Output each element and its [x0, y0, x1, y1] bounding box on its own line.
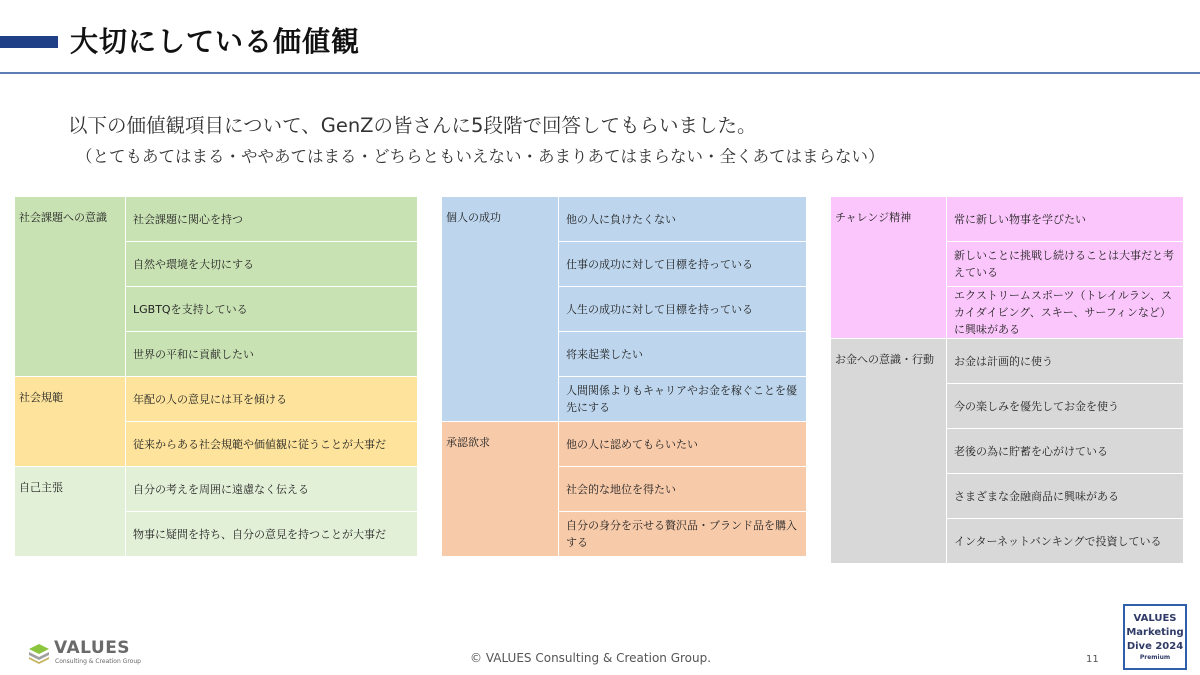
badge-sub: Premium [1139, 654, 1171, 661]
badge-line: VALUES [1133, 613, 1177, 624]
value-item: 社会的な地位を得たい [559, 467, 807, 512]
logo-icon [28, 642, 50, 664]
title-accent-bar [0, 36, 58, 48]
badge-line: Dive 2024 [1126, 641, 1184, 652]
value-item: 物事に疑問を持ち、自分の意見を持つことが大事だ [126, 512, 418, 557]
logo-wordmark: VALUES [54, 638, 131, 658]
value-item: 他の人に負けたくない [559, 197, 807, 242]
category-cell: チャレンジ精神 [831, 197, 947, 339]
value-item: さまざまな金融商品に興味がある [947, 474, 1184, 519]
category-cell: 承認欲求 [442, 422, 559, 557]
title-bar [0, 22, 1200, 74]
value-item: 将来起業したい [559, 332, 807, 377]
value-item: 自分の考えを周囲に遠慮なく伝える [126, 467, 418, 512]
category-cell: 社会課題への意識 [15, 197, 126, 377]
value-item: 人間関係よりもキャリアやお金を稼ぐことを優先にする [559, 377, 807, 422]
category-cell: 社会規範 [15, 377, 126, 467]
value-item: インターネットバンキングで投資している [947, 519, 1184, 564]
value-item: 自分の身分を示せる贅沢品・ブランド品を購入する [559, 512, 807, 557]
value-item: LGBTQを支持している [126, 287, 418, 332]
value-item: 社会課題に関心を持つ [126, 197, 418, 242]
values-panel-1 [14, 196, 418, 557]
badge-line: Marketing [1126, 627, 1184, 638]
copyright: © VALUES Consulting & Creation Group. [470, 651, 712, 665]
value-item: 老後の為に貯蓄を心がけている [947, 429, 1184, 474]
values-panel-2 [441, 196, 807, 557]
category-cell: 自己主張 [15, 467, 126, 557]
value-item: 年配の人の意見には耳を傾ける [126, 377, 418, 422]
value-item: エクストリームスポーツ（トレイルラン、スカイダイビング、スキー、サーフィンなど）に興味がある [947, 287, 1184, 339]
value-item: 今の楽しみを優先してお金を使う [947, 384, 1184, 429]
page-number: 11 [1086, 654, 1099, 665]
scale-note: （とてもあてはまる・ややあてはまる・どちらともいえない・あまりあてはまらない・全くあてはまらない） [76, 147, 885, 166]
logo-tagline: Consulting & Creation Group [55, 658, 141, 665]
value-item: 人生の成功に対して目標を持っている [559, 287, 807, 332]
value-item: 仕事の成功に対して目標を持っている [559, 242, 807, 287]
category-cell: お金への意識・行動 [831, 339, 947, 564]
survey-description: 以下の価値観項目について、GenZの皆さんに5段階で回答してもらいました。 [68, 114, 757, 137]
page-title: 大切にしている価値観 [70, 25, 361, 58]
value-item: お金は計画的に使う [947, 339, 1184, 384]
title-divider [0, 72, 1200, 74]
value-item: 世界の平和に貢献したい [126, 332, 418, 377]
value-item: 自然や環境を大切にする [126, 242, 418, 287]
value-item: 従来からある社会規範や価値観に従うことが大事だ [126, 422, 418, 467]
value-item: 新しいことに挑戦し続けることは大事だと考えている [947, 242, 1184, 287]
event-badge [1123, 604, 1187, 670]
category-cell: 個人の成功 [442, 197, 559, 422]
value-item: 常に新しい物事を学びたい [947, 197, 1184, 242]
value-item: 他の人に認めてもらいたい [559, 422, 807, 467]
values-panel-3 [830, 196, 1184, 564]
